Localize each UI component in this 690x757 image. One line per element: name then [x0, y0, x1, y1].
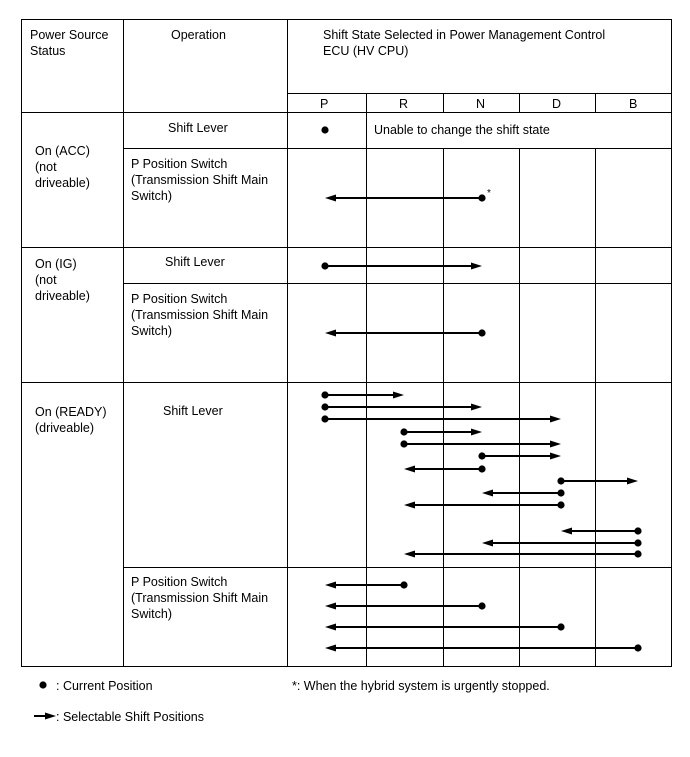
shift-arrow-b-to-r-start-dot	[634, 550, 641, 557]
status-acc-line3: driveable)	[35, 176, 90, 190]
header-operation: Operation	[171, 28, 226, 42]
shift-arrow-n-to-p-head	[325, 330, 336, 337]
status-acc-line1: On (ACC)	[35, 144, 90, 158]
operation-ready-p-switch-line3: Switch)	[131, 607, 172, 621]
header-position-b: B	[629, 97, 638, 111]
shift-arrow-n-to-p-head	[325, 195, 336, 202]
header-shift-state-line2: ECU (HV CPU)	[323, 44, 409, 58]
shift-arrow-p-to-n-head	[471, 404, 482, 411]
table-border	[22, 20, 672, 667]
header-position-p: P	[320, 97, 329, 111]
shift-arrow-r-to-n-head	[471, 429, 482, 436]
shift-arrow-d-to-r-start-dot	[557, 501, 564, 508]
shift-arrow-b-to-p-head	[325, 645, 336, 652]
shift-arrow-b-to-d-head	[561, 528, 572, 535]
operation-acc-p-switch-line1: P Position Switch	[131, 157, 228, 171]
status-acc-line2: (not	[35, 160, 57, 174]
shift-arrow-n-to-p-start-dot	[478, 329, 485, 336]
legend-current-position-label: : Current Position	[56, 679, 153, 693]
operation-ig-p-switch-line2: (Transmission Shift Main	[131, 308, 269, 322]
shift-arrow-p-to-n-start-dot	[321, 403, 328, 410]
shift-arrow-d-to-n-start-dot	[557, 489, 564, 496]
legend-selectable-label: : Selectable Shift Positions	[56, 710, 204, 724]
shift-arrow-r-to-n-start-dot	[400, 428, 407, 435]
shift-arrow-d-to-n-head	[482, 490, 493, 497]
status-ig-line3: driveable)	[35, 289, 90, 303]
shift-arrow-n-to-d-head	[550, 453, 561, 460]
legend-arrow-icon-head	[45, 713, 56, 720]
operation-acc-p-switch-line2: (Transmission Shift Main	[131, 173, 269, 187]
legend-dot-icon	[39, 681, 46, 688]
header-power-source-status-line1: Power Source	[30, 28, 109, 42]
status-ready-line1: On (READY)	[35, 405, 107, 419]
status-ig-line1: On (IG)	[35, 257, 77, 271]
shift-arrow-b-to-n-head	[482, 540, 493, 547]
shift-arrow-p-to-n-head	[471, 263, 482, 270]
status-ig-line2: (not	[35, 273, 57, 287]
shift-arrow-n-to-r-head	[404, 466, 415, 473]
shift-arrow-d-to-p-head	[325, 624, 336, 631]
header-position-r: R	[399, 97, 409, 111]
shift-arrow-b-to-r-head	[404, 551, 415, 558]
operation-ready-p-switch-line1: P Position Switch	[131, 575, 228, 589]
shift-arrow-b-to-d-start-dot	[634, 527, 641, 534]
current-position-dot	[321, 126, 328, 133]
shift-arrow-d-to-b-head	[627, 478, 638, 485]
shift-arrow-d-to-r-head	[404, 502, 415, 509]
shift-arrow-n-to-p-head	[325, 603, 336, 610]
operation-acc-shift-lever: Shift Lever	[168, 121, 228, 135]
shift-arrow-p-to-r-start-dot	[321, 391, 328, 398]
status-ready-line2: (driveable)	[35, 421, 95, 435]
legend-footnote: *: When the hybrid system is urgently stopped.	[292, 679, 550, 693]
shift-arrow-r-to-p-start-dot	[400, 581, 407, 588]
operation-acc-p-switch-line3: Switch)	[131, 189, 172, 203]
shift-arrow-n-to-r-start-dot	[478, 465, 485, 472]
header-power-source-status-line2: Status	[30, 44, 66, 58]
shift-arrow-p-to-n-start-dot	[321, 262, 328, 269]
shift-arrow-n-to-p-start-dot	[478, 194, 485, 201]
shift-arrow-p-to-d-head	[550, 416, 561, 423]
shift-arrow-r-to-d-start-dot	[400, 440, 407, 447]
operation-ready-shift-lever: Shift Lever	[163, 404, 223, 418]
shift-arrow-d-to-p-start-dot	[557, 623, 564, 630]
operation-ready-p-switch-line2: (Transmission Shift Main	[131, 591, 269, 605]
footnote-marker: *	[487, 188, 491, 199]
shift-arrow-n-to-p-start-dot	[478, 602, 485, 609]
header-position-d: D	[552, 97, 562, 111]
shift-arrow-b-to-n-start-dot	[634, 539, 641, 546]
operation-ig-p-switch-line1: P Position Switch	[131, 292, 228, 306]
unable-to-change-note: Unable to change the shift state	[374, 123, 550, 137]
shift-arrow-r-to-p-head	[325, 582, 336, 589]
shift-arrow-p-to-r-head	[393, 392, 404, 399]
operation-ig-p-switch-line3: Switch)	[131, 324, 172, 338]
shift-arrow-b-to-p-start-dot	[634, 644, 641, 651]
shift-arrow-n-to-d-start-dot	[478, 452, 485, 459]
operation-ig-shift-lever: Shift Lever	[165, 255, 225, 269]
shift-arrow-r-to-d-head	[550, 441, 561, 448]
shift-arrow-d-to-b-start-dot	[557, 477, 564, 484]
shift-arrow-p-to-d-start-dot	[321, 415, 328, 422]
header-shift-state-line1: Shift State Selected in Power Management Control	[323, 28, 606, 42]
header-position-n: N	[476, 97, 486, 111]
